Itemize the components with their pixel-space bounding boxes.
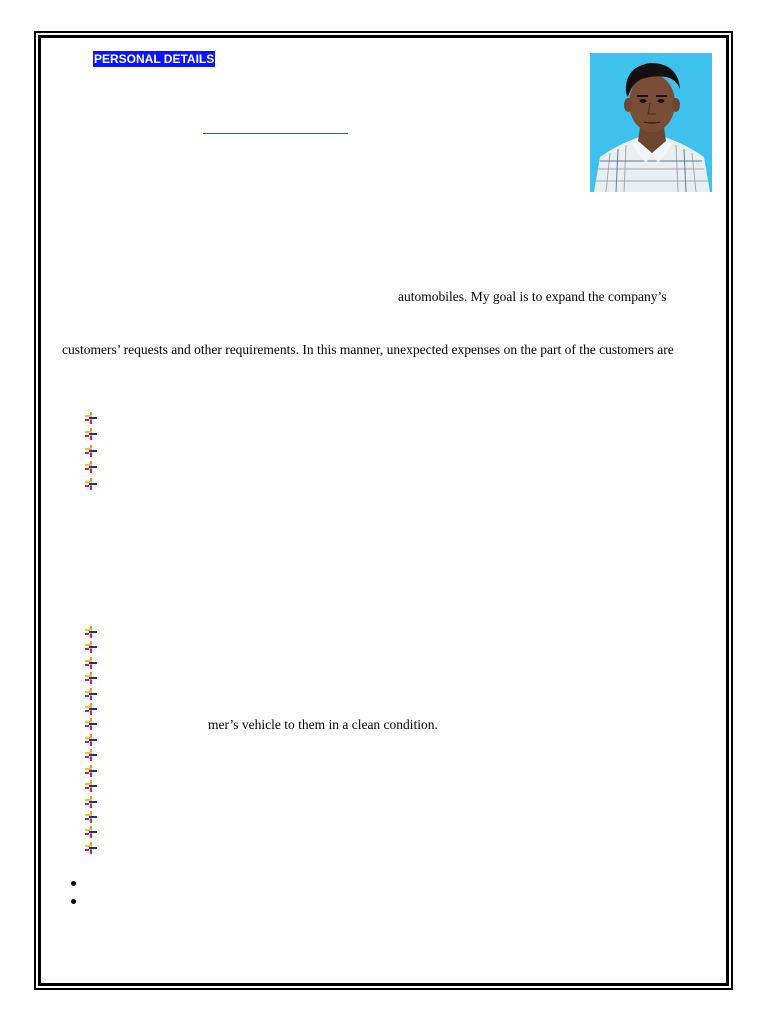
arrow-bullet-icon <box>85 842 97 854</box>
arrow-bullet-icon <box>85 703 97 715</box>
arrow-bullet-icon <box>85 734 97 746</box>
objective-text-line-2: customers’ requests and other requirements. In this manner, unexpected expenses on the part of the customers are <box>62 342 674 357</box>
arrow-bullet-icon <box>85 445 97 457</box>
arrow-bullet-icon <box>85 461 97 473</box>
arrow-bullet-icon <box>85 796 97 808</box>
arrow-bullet-icon <box>85 826 97 838</box>
arrow-bullet-icon <box>85 672 97 684</box>
objective-text-line-1: automobiles. My goal is to expand the company’s <box>398 289 667 304</box>
arrow-bullet-icon <box>85 811 97 823</box>
arrow-bullet-icon <box>85 688 97 700</box>
duty-text-line: mer’s vehicle to them in a clean condition. <box>208 717 438 732</box>
dot-bullet-icon <box>71 881 76 886</box>
arrow-bullet-icon <box>85 412 97 424</box>
profile-photo <box>590 53 712 192</box>
email-link-underline[interactable] <box>203 133 348 134</box>
arrow-bullet-icon <box>85 780 97 792</box>
arrow-bullet-icon <box>85 749 97 761</box>
personal-details-heading: PERSONAL DETAILS <box>94 52 215 66</box>
arrow-bullet-icon <box>85 478 97 490</box>
arrow-bullet-icon <box>85 428 97 440</box>
arrow-bullet-icon <box>85 765 97 777</box>
arrow-bullet-icon <box>85 626 97 638</box>
arrow-bullet-icon <box>85 641 97 653</box>
profile-photo-illustration <box>590 53 712 192</box>
arrow-bullet-icon <box>85 718 97 730</box>
dot-bullet-icon <box>71 899 76 904</box>
arrow-bullet-icon <box>85 657 97 669</box>
